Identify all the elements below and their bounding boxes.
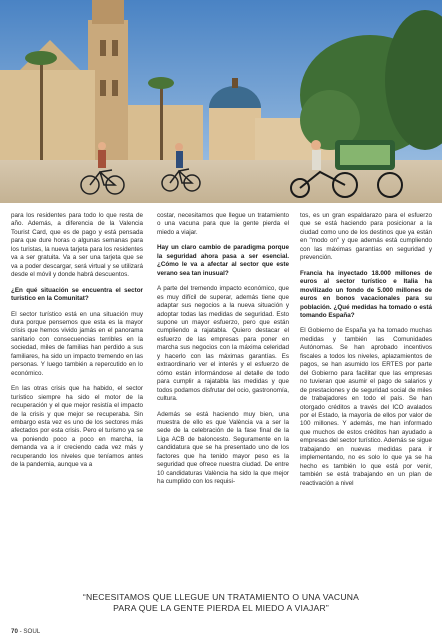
pull-quote-line-1: “NECESITAMOS QUE LLEGUE UN TRATAMIENTO O UNA VACUNA bbox=[82, 592, 360, 602]
paragraph: A parte del tremendo impacto económico, que es muy difícil de superar, además tiene que adaptar sus negocios a la nueva situación y adoptar todas las medidas de seguridad. Esto supone un mayor esfuerzo, pero que están cumpliendo a rajatabla. Quiero destacar el esfuerzo de las empresas para poner en marcha sus negocios con la máxima celeridad y hacerlo con las máximas garantías. Es extraordinario ver el interés y el esfuerzo de cómo están informándose al detalle de todo para cumplir a rajatabla las medidas y que todos podamos disfrutar del ocio, gastronomía, cultura. bbox=[157, 285, 289, 403]
footer-separator: - bbox=[17, 628, 24, 635]
paragraph: El Gobierno de España ya ha tomado muchas medidas y también las Comunidades Autónomas. Se han aprobado incentivos fiscales a todos los niveles, aplazamientos de pagos, se han asumido los ERTES por parte del Gobierno para facilitar que las empresas no tuvieran que asumir el pago de salarios y de prestaciones y de seguridad social de miles de trabajadores en todo el país. Se han otorgado créditos a través del ICO avalados por el Estado, la mayoría de ellos por valor de 100 millones. Y además, me han informado que muchos de estos créditos han ayudado a empresas del sector turístico. Además se sigue trabajando en nuevas medidas para ir implementando, no es solo lo que ya se ha hecho es también lo que está por venir, también se está trabajando en un plan de reactivación a nivel bbox=[300, 327, 432, 487]
page-number: 70 bbox=[11, 628, 18, 635]
article-column-2 bbox=[157, 212, 289, 494]
magazine-name: SOUL bbox=[23, 628, 41, 635]
interview-question: Hay un claro cambio de paradigma porque la seguridad ahora pasa a ser esencial. ¿Cómo le va a afectar al sector que este verano sea tan inusual? bbox=[157, 244, 289, 277]
pull-quote bbox=[40, 592, 402, 614]
paragraph: para los residentes para todo lo que resta de año. Además, a diferencia de la Valencia Tourist Card, que es de pago y está pensada para que dure horas o algunas semanas para los turistas, la nueva tarjeta para los residentes va a ser gratuita. Va a ser una tarjeta que se va a poder descargar, será virtual y se utilizará desde el móvil y donde habrá descuentos. bbox=[11, 212, 143, 279]
article-column-1 bbox=[11, 212, 143, 477]
paragraph: costar, necesitamos que llegue un tratamiento o una vacuna para que la gente pierda el miedo a viajar. bbox=[157, 212, 289, 236]
page-footer bbox=[11, 628, 40, 635]
paragraph: El sector turístico está en una situación muy dura porque pensemos que esta es la mayor crisis que hemos vivido jamás en el panorama sanitario con consecuencias terribles en la sociedad, miles de familias han perdido a sus familiares, ha sido un impacto tremendo en las personas. Y luego también a repercutido en lo económico. bbox=[11, 310, 143, 377]
hero-photo-plaza-cyclists bbox=[0, 0, 442, 203]
interview-question: Francia ha inyectado 18.000 millones de euros al sector turístico e Italia ha movilizado un fondo de 5.000 millones de euros en bonos vacacionales para su población. ¿Qué medidas ha tomado o está tomando España? bbox=[300, 269, 432, 319]
paragraph: tos, es un gran espaldarazo para el esfuerzo que se está haciendo para posicionar a la ciudad como uno de los destinos que ya están en "modo on" y que además está cumpliendo con las máximas garantías en seguridad y prevención. bbox=[300, 212, 432, 262]
article-column-3 bbox=[300, 212, 432, 495]
paragraph: En las otras crisis que ha habido, el sector turístico siempre ha sido el motor de la recuperación y el que mejor resistía el impacto de la crisis y que mejor se recuperaba. Sin embargo esta vez es uno de los sectores más afectados por esta crisis. Pero el turismo ya se va poniendo poco a poco en marcha, la demanda va a ir creciendo cada vez más y recuperando los niveles que teníamos antes de la pandemia, aunque va a bbox=[11, 385, 143, 469]
interview-question: ¿En qué situación se encuentra el sector turístico en la Comunitat? bbox=[11, 286, 143, 303]
paragraph: Además se está haciendo muy bien, una muestra de ello es que València va a ser la sede de la celebración de la fase final de la Liga ACB de baloncesto. Seguramente en la candidatura que se ha presentado uno de los factores que ha tenido mayor peso es la seguridad que ofrece nuestra ciudad. De entre 10 candidaturas València ha sido la que mejor ha cumplido con los requisi- bbox=[157, 410, 289, 486]
pull-quote-line-2: PARA QUE LA GENTE PIERDA EL MIEDO A VIAJAR” bbox=[113, 603, 329, 613]
